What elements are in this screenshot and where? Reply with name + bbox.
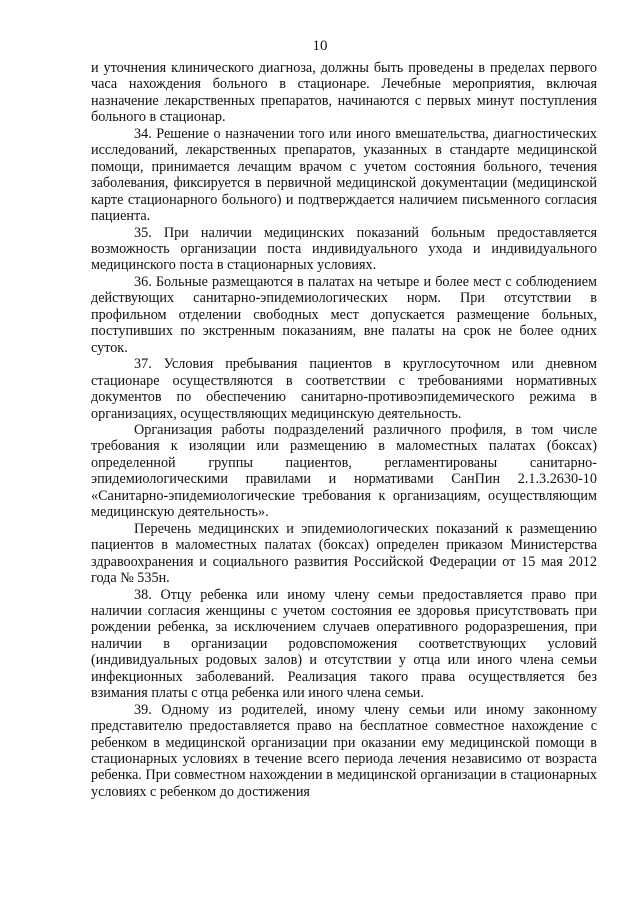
paragraph-item-36: 36. Больные размещаются в палатах на четыре и более мест с соблюдением действующих санитарно-эпидемиологических норм. При отсутствии в профильном отделении свободных мест допускается размещение больных, поступивших по экстренным показаниям, вне палаты на срок не более одних суток. (91, 273, 597, 356)
paragraph-item-38: 38. Отцу ребенка или иному члену семьи предоставляется право при наличии согласия женщины с учетом состояния ее здоровья присутствовать при рождении ребенка, за исключением случаев оперативного родоразрешения, при наличии в организации родовспоможения соответствующих условий (индивидуальных родовых залов) и отсутствии у отца или иного члена семьи инфекционных заболеваний. Реализация такого права осуществляется без взимания платы с отца ребенка или иного члена семьи. (91, 586, 597, 702)
paragraph-item-39: 39. Одному из родителей, иному члену семьи или иному законному представителю предоставляется право на бесплатное совместное нахождение с ребенком в медицинской организации при оказании ему медицинской помощи в стационарных условиях в течение всего периода лечения независимо от возраста ребенка. При совместном нахождении в медицинской организации в стационарных условиях с ребенком до достижения (91, 701, 597, 800)
paragraph-ward-organization: Организация работы подразделений различного профиля, в том числе требования к изоляции или размещению в маломестных палатах (боксах) определенной группы пациентов, регламентированы санитарно-эпидемиологическими правилами и нормативами СанПин 2.1.3.2630-10 «Санитарно-эпидемиологические требования к организациям, осуществляющим медицинскую деятельность». (91, 421, 597, 521)
document-body (91, 60, 597, 800)
paragraph-item-37: 37. Условия пребывания пациентов в круглосуточном или дневном стационаре осуществляются в соответствии с требованиями нормативных документов по обеспечению санитарно-противоэпидемического режима в организациях, осуществляющих медицинскую деятельность. (91, 356, 597, 422)
paragraph-item-34: 34. Решение о назначении того или иного вмешательства, диагностических исследований, лекарственных препаратов, указанных в стандарте медицинской помощи, принимается лечащим врачом с учетом состояния больного, течения заболевания, фиксируется в первичной медицинской документации (медицинской карте стационарного больного) и подтверждается наличием письменного согласия пациента. (91, 125, 597, 225)
paragraph-continuation: и уточнения клинического диагноза, должны быть проведены в пределах первого часа нахождения больного в стационаре. Лечебные мероприятия, включая назначение лекарственных препаратов, начинаются с первых минут поступления больного в стационар. (91, 60, 597, 126)
page-number: 10 (312, 38, 328, 54)
paragraph-item-35: 35. При наличии медицинских показаний больным предоставляется возможность организации поста индивидуального ухода и индивидуального медицинского поста в стационарных условиях. (91, 224, 597, 274)
paragraph-indications-list: Перечень медицинских и эпидемиологических показаний к размещению пациентов в маломестных палатах (боксах) определен приказом Министерства здравоохранения и социального развития Российской Федерации от 15 мая 2012 года № 535н. (91, 520, 597, 587)
